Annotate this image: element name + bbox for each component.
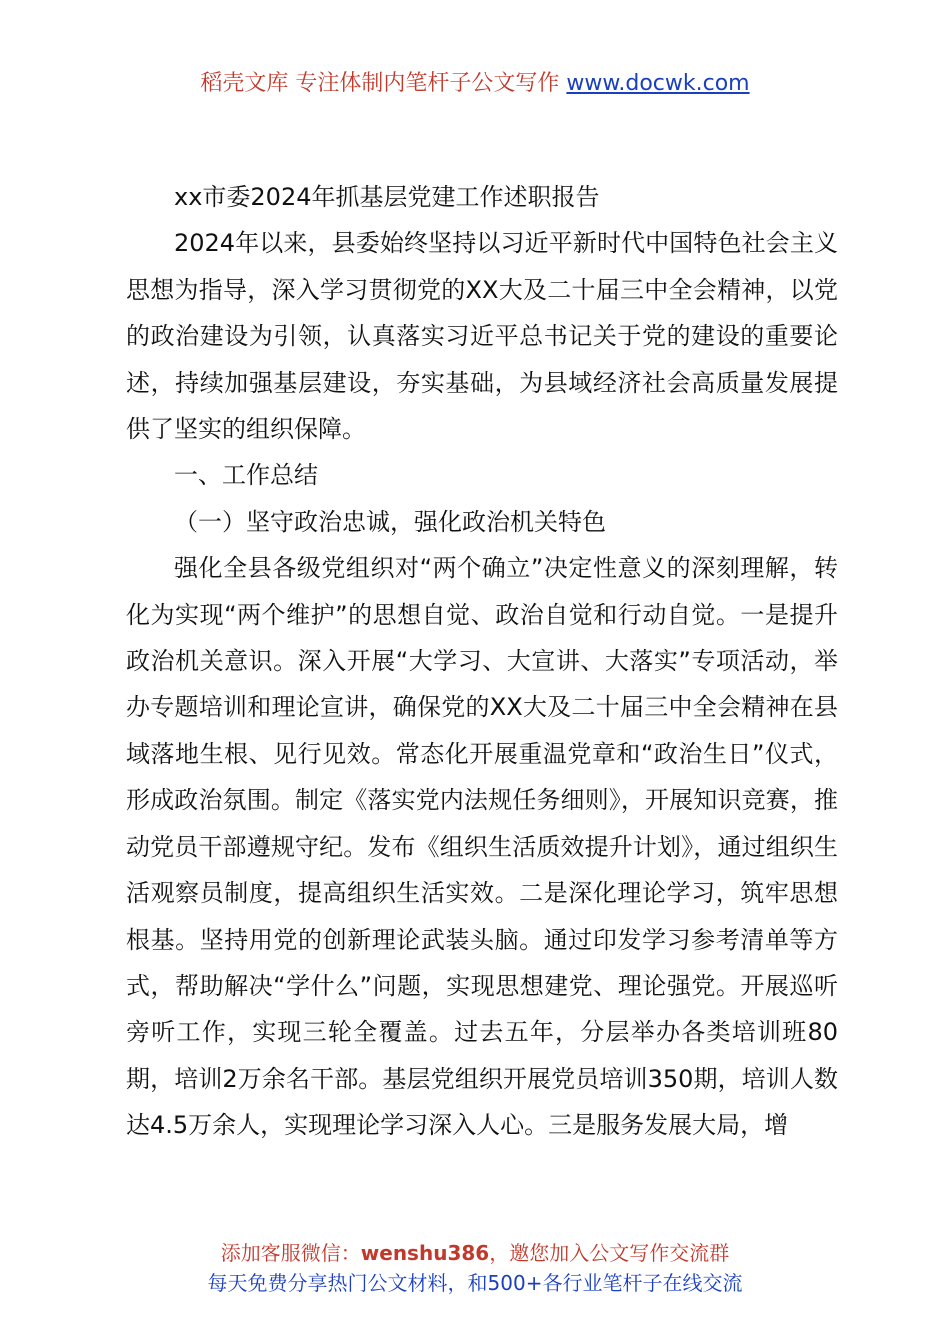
document-title: xx市委2024年抓基层党建工作述职报告 <box>174 183 600 211</box>
body-paragraph: 强化全县各级党组织对“两个确立”决定性意义的深刻理解，转化为实现“两个维护”的思想自觉、政治自觉和行动自觉。一是提升政治机关意识。深入开展“大学习、大宣讲、大落实”专项活动，举办专题培训和理论宣讲，确保党的XX大及二十届三中全会精神在县域落地生根、见行见效。常态化开展重温党章和“政治生日”仪式，形成政治氛围。制定《落实党内法规任务细则》，开展知识竞赛，推动党员干部遵规守纪。发布《组织生活质效提升计划》，通过组织生活观察员制度，提高组织生活实效。二是深化理论学习，筑牢思想根基。坚持用党的创新理论武装头脑。通过印发学习参考清单等方式，帮助解决“学什么”问题，实现思想建党、理论强党。开展巡听旁听工作，实现三轮全覆盖。过去五年，分层举办各类培训班80期，培训2万余名干部。基层党组织开展党员培训350期，培训人数达4.5万余人，实现理论学习深入人心。三是服务发展大局，增 <box>126 554 838 1140</box>
footer-contact-line <box>0 1238 950 1268</box>
document-body <box>126 174 838 1149</box>
wechat-id: wenshu386 <box>360 1241 490 1265</box>
promo-footer <box>0 1238 950 1298</box>
header-tagline: 稻壳文库 专注体制内笔杆子公文写作 <box>200 71 567 96</box>
footer-contact-suffix: ，邀您加入公文写作交流群 <box>489 1241 730 1265</box>
section-heading: 一、工作总结 <box>174 461 318 490</box>
footer-promo-line: 每天免费分享热门公文材料，和500+各行业笔杆子在线交流 <box>207 1271 743 1295</box>
site-link[interactable]: www.docwk.com <box>566 71 750 96</box>
subsection-heading: （一）坚守政治忠诚，强化政治机关特色 <box>174 507 606 536</box>
intro-paragraph: 2024年以来，县委始终坚持以习近平新时代中国特色社会主义思想为指导，深入学习贯彻党的XX大及二十届三中全会精神，以党的政治建设为引领，认真落实习近平总书记关于党的建设的重要论述，持续加强基层建设，夯实基础，为县域经济社会高质量发展提供了坚实的组织保障。 <box>126 229 838 444</box>
site-header <box>0 68 950 100</box>
footer-contact-prefix: 添加客服微信： <box>220 1241 361 1265</box>
